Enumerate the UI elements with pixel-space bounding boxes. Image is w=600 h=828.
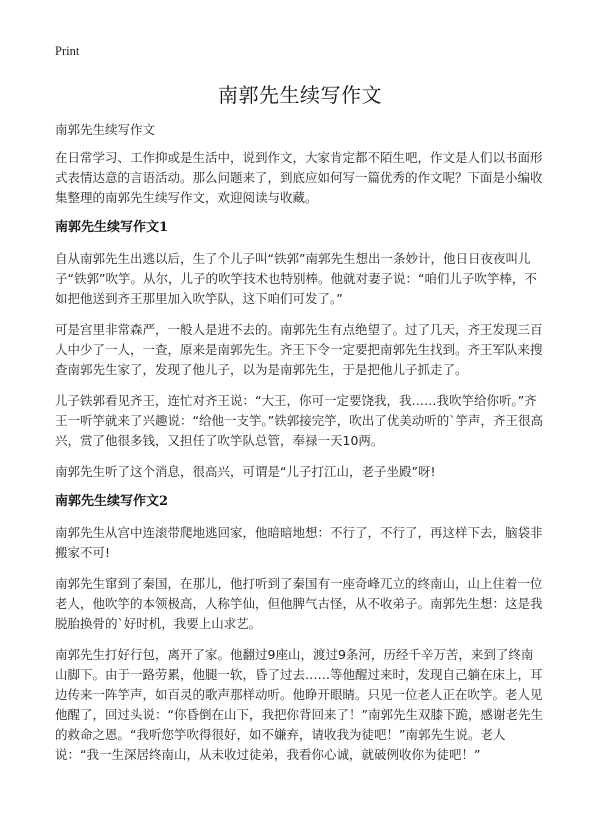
article-body [55, 148, 545, 776]
body-paragraph: 南郭先生打好行包，离开了家。他翻过9座山，渡过9条河，历经千辛万苦，来到了终南山脚下。由于一路劳累，他腿一软，昏了过去……等他醒过来时，发现自己躺在床上，耳边传来一阵竽声，如百灵的歌声那样动听。他睁开眼睛。只见一位老人正在吹竽。老人见他醒了，回过头说：“你昏倒在山下，我把你背回来了！”南郭先生双膝下跪，感谢老先生的救命之恩。“我听您竽吹得很好，如不嫌弃，请收我为徒吧！”南郭先生说。老人说：“我一生深居终南山，从未收过徒弟，我看你心诚，就破例收你为徒吧！” [55, 647, 543, 762]
body-paragraph: 南郭先生从宫中连滚带爬地逃回家，他暗暗地想：不行了，不行了，再这样下去，脑袋非搬家不可! [55, 525, 543, 560]
body-paragraph: 南郭先生听了这个消息，很高兴，可谓是“儿子打江山，老子坐殿”呀! [55, 464, 436, 479]
page-subtitle: 南郭先生续写作文 [55, 122, 156, 137]
body-paragraph: 儿子铁郭看见齐王，连忙对齐王说：“大王，你可一定要饶我，我……我吹竽给你听。”齐王一听竽就来了兴趣说：“给他一支竽。”铁郭接完竽，吹出了优美动听的`竽声，齐王很高兴，赏了他很多钱，又担任了吹竽队总管，奉禄一天10两。 [55, 393, 543, 448]
body-paragraph: 南郭先生窜到了秦国，在那儿，他打听到了秦国有一座奇峰兀立的终南山，山上住着一位老人，他吹竽的本领极高，人称竽仙，但他脾气古怪，从不收弟子。南郭先生想：这是我脱胎换骨的`好时机，我要上山求艺。 [55, 576, 543, 631]
body-paragraph: 自从南郭先生出逃以后，生了个儿子叫“铁郭”南郭先生想出一条妙计，他日日夜夜叫儿子“铁郭”吹竽。从尔，儿子的吹竽技术也特别棒。他就对妻子说：“咱们儿子吹竽棒，不如把他送到齐王那里加入吹竽队，这下咱们可发了。” [55, 251, 537, 306]
section-heading: 南郭先生续写作文2 [55, 494, 169, 509]
page-title: 南郭先生续写作文 [218, 83, 382, 107]
body-paragraph: 可是宫里非常森严，一般人是进不去的。南郭先生有点绝望了。过了几天，齐王发现三百人中少了一人，一查，原来是南郭先生。齐王下令一定要把南郭先生找到。齐王军队来搜查南郭先生家了，发现了他儿子，以为是南郭先生，于是把他儿子抓走了。 [55, 322, 543, 377]
section-heading: 南郭先生续写作文1 [55, 220, 169, 235]
print-link[interactable]: Print [55, 44, 80, 58]
intro-paragraph: 在日常学习、工作抑或是生活中，说到作文，大家肯定都不陌生吧，作文是人们以书面形式表情达意的言语活动。那么问题来了，到底应如何写一篇优秀的作文呢？下面是小编收集整理的南郭先生续写作文，欢迎阅读与收藏。 [55, 150, 543, 205]
